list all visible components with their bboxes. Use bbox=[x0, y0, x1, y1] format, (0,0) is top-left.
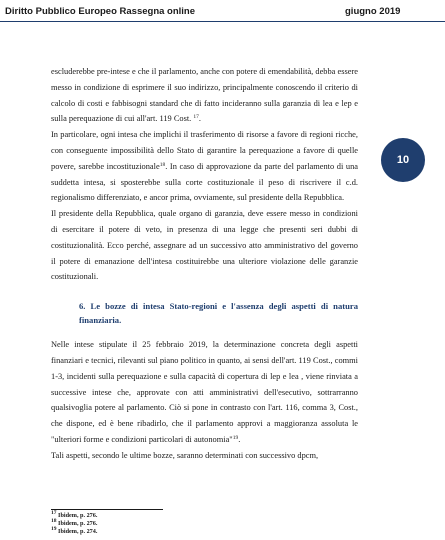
footnote-ref-17[interactable]: 17 bbox=[193, 114, 199, 121]
section-heading: 6. Le bozze di intesa Stato-regioni e l'assenza degli aspetti di natura finanziaria. bbox=[79, 301, 358, 326]
footnote-19: $^{19}$ Ibidem, p. 274. bbox=[51, 526, 98, 535]
footnote-18: $^{18}$ Ibidem, p. 276. bbox=[51, 518, 98, 527]
issue-date: giugno 2019 bbox=[345, 6, 401, 17]
footnote-ref-18[interactable]: 18 bbox=[159, 161, 166, 168]
footnote-ref-19[interactable]: 19 bbox=[232, 434, 239, 441]
paragraph-5: Tali aspetti, secondo le ultime bozze, saranno determinati con successivo dpcm, bbox=[51, 450, 319, 460]
paragraph-1: escluderebbe pre-intese e che il parlamento, anche con potere di emendabilità, debba essere messo in condizione di esprimere il suo indirizzo, principalmente conoscendo il criterio di calcolo di costi e fabbisogni standard che di fatto incideranno sulla garanzia di lea e lep e sulla perequazione di cui all'art. 119 Cost. $^{17}$. bbox=[51, 67, 358, 124]
page-body bbox=[51, 64, 358, 464]
paragraph-4: Nelle intese stipulate il 25 febbraio 2019, la determinazione concreta degli aspetti finanziari e tecnici, rilevanti sul piano politico in quanto, ai sensi dell'art. 119 Cost., commi 1-3, incidenti sulla perequazione e sulla capacità di copertura di lep e lea , viene rinviata a successive intese che, approvate con atti amministrativi dell'esecutivo, sottrarranno qualsivoglia potere al parlamento. Ciò si pone in contrasto con l'art. 116, comma 3, Cost., che dispone, ed è bene ribadirlo, che il parlamento approvi a maggioranza assoluta le "ulteriori forme e condizioni particolari di autonomia"$^{19}$. bbox=[51, 340, 358, 444]
paragraph-2: In particolare, ogni intesa che implichi il trasferimento di risorse a favore di regioni ricche, con conseguente impossibilità dello Stato di garantire la perequazione a favore di quelle povere, sarebbe incostituzionale$^{18}$. In caso di approvazione da parte del parlamento di una suddetta intesa, si sposterebbe sulla corte costituzionale il peso di riscrivere il c.d. regionalismo differenziato, e ancor prima, ovviamente, sul presidente della Repubblica. bbox=[51, 130, 358, 203]
paragraph-3: Il presidente della Repubblica, quale organo di garanzia, deve essere messo in condizioni di esercitare il potere di veto, in presenza di una legge che presenti seri dubbi di costituzionalità. Ecco perché, assegnare ad un successivo atto amministrativo del governo il potere di emanazione dell'intesa costituirebbe una ulteriore violazione delle garanzie costituzionali. bbox=[51, 209, 358, 282]
running-header bbox=[0, 0, 445, 22]
footnote-separator bbox=[51, 509, 163, 510]
journal-title: Diritto Pubblico Europeo Rassegna online bbox=[5, 6, 196, 17]
footnote-17: $^{17}$ Ibidem, p. 276. bbox=[51, 510, 98, 519]
header-rule bbox=[0, 21, 445, 22]
page-number-badge: 10 bbox=[381, 138, 425, 182]
